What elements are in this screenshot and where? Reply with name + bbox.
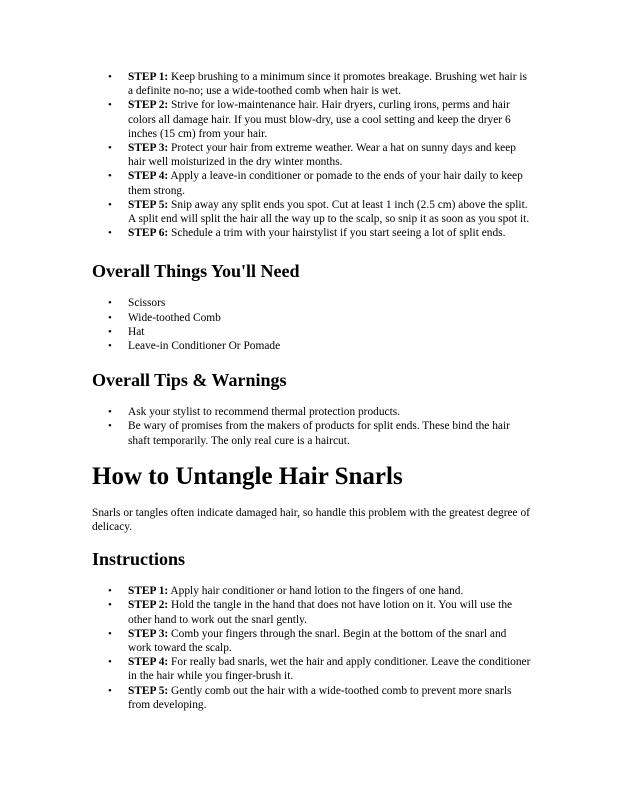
step-label: STEP 2: xyxy=(128,99,169,112)
step-label: STEP 3: xyxy=(128,627,169,640)
step-label: STEP 5: xyxy=(128,198,169,211)
list-item xyxy=(128,598,532,626)
list-item xyxy=(128,169,532,197)
list-item: • Wide-toothed Comb xyxy=(128,311,532,325)
tips-warnings-list xyxy=(92,405,532,448)
things-needed-list xyxy=(92,296,532,353)
split-ends-steps-list xyxy=(92,70,532,240)
step-text: Keep brushing to a minimum since it promotes breakage. Brushing wet hair is a definite no-no; use a wide-toothed comb when hair is wet. xyxy=(128,71,527,98)
list-item xyxy=(128,627,532,655)
intro-paragraph: Snarls or tangles often indicate damaged hair, so handle this problem with the greatest degree of delicacy. xyxy=(92,506,530,534)
step-text: Comb your fingers through the snarl. Begin at the bottom of the snarl and work toward the scalp. xyxy=(128,627,507,655)
instructions-heading: Instructions xyxy=(92,549,186,570)
list-item xyxy=(128,584,532,598)
things-needed-heading: Overall Things You'll Need xyxy=(92,261,300,282)
step-label: STEP 1: xyxy=(128,71,169,83)
step-label: STEP 2: xyxy=(128,599,169,612)
step-text: Schedule a trim with your hairstylist if you start seeing a lot of split ends. xyxy=(168,227,506,240)
step-text: Gently comb out the hair with a wide-toothed comb to prevent more snarls from developing. xyxy=(128,684,512,711)
step-text: Protect your hair from extreme weather. Wear a hat on sunny days and keep hair well moisturized in the dry winter months. xyxy=(128,142,516,169)
step-text: Snip away any split ends you spot. Cut at least 1 inch (2.5 cm) above the split. A split end will split the hair all the way up to the scalp, so snip it as soon as you spot it. xyxy=(128,198,530,226)
step-label: STEP 4: xyxy=(128,656,169,669)
step-text: For really bad snarls, wet the hair and apply conditioner. Leave the conditioner in the hair while you finger-brush it. xyxy=(128,656,531,683)
list-item: • Ask your stylist to recommend thermal protection products. xyxy=(128,405,532,419)
list-item xyxy=(128,70,532,98)
list-item xyxy=(128,98,532,141)
list-item: • Leave-in Conditioner Or Pomade xyxy=(128,339,532,353)
list-item: • Scissors xyxy=(128,296,532,310)
list-item xyxy=(128,141,532,169)
page-title: How to Untangle Hair Snarls xyxy=(92,462,403,490)
step-label: STEP 4: xyxy=(128,170,169,183)
list-item: • Be wary of promises from the makers of products for split ends. These bind the hair shaft temporarily. The only real cure is a haircut. xyxy=(128,419,532,447)
tips-warnings-heading: Overall Tips & Warnings xyxy=(92,370,287,391)
list-item: • Hat xyxy=(128,325,532,339)
step-text: Apply a leave-in conditioner or pomade to the ends of your hair daily to keep them strong. xyxy=(128,170,523,197)
step-label: STEP 1: xyxy=(128,585,169,598)
step-label: STEP 5: xyxy=(128,684,169,697)
list-item xyxy=(128,655,532,683)
snarls-steps-list xyxy=(92,584,532,712)
document-page xyxy=(92,70,532,712)
list-item xyxy=(128,198,532,226)
step-text: Apply hair conditioner or hand lotion to the fingers of one hand. xyxy=(168,585,464,598)
step-label: STEP 3: xyxy=(128,142,169,155)
list-item xyxy=(128,226,532,240)
step-text: Strive for low-maintenance hair. Hair dryers, curling irons, perms and hair colors all damage hair. If you must blow-dry, use a cool setting and keep the dryer 6 inches (15 cm) from your hair. xyxy=(128,99,511,140)
step-text: Hold the tangle in the hand that does not have lotion on it. You will use the other hand to work out the snarl gently. xyxy=(128,599,513,626)
step-label: STEP 6: xyxy=(128,227,169,240)
list-item xyxy=(128,684,532,712)
